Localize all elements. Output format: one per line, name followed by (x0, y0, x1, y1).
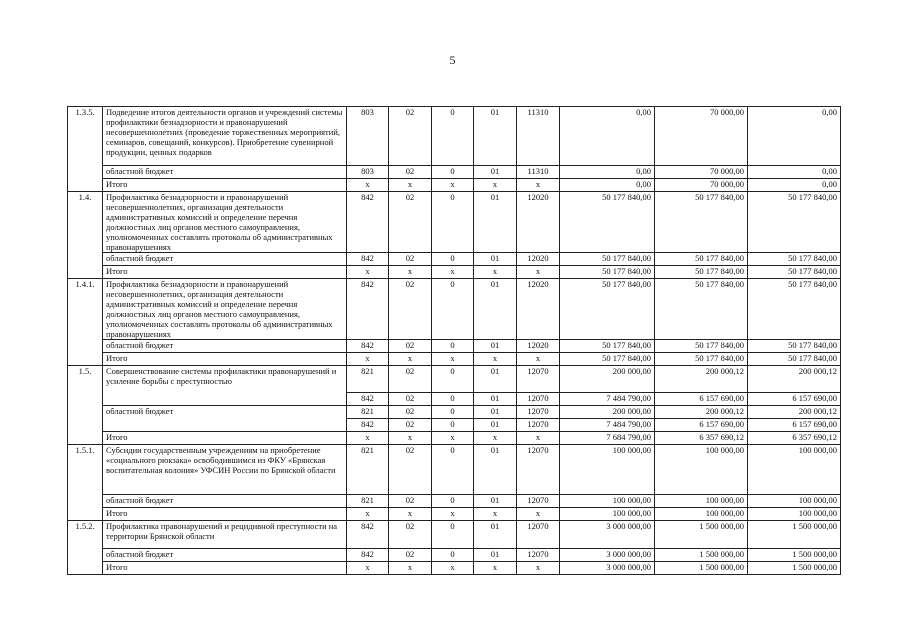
code-col-5: 11310 (517, 107, 560, 166)
amount-year-2: 50 177 840,00 (655, 266, 748, 279)
amount-year-2: 50 177 840,00 (655, 253, 748, 266)
code-col-4: х (474, 508, 517, 521)
code-col-4: 01 (474, 366, 517, 393)
amount-year-3: 6 157 690,00 (748, 393, 841, 406)
amount-year-1: 50 177 840,00 (560, 353, 655, 366)
table-row (68, 107, 841, 166)
code-col-4: 01 (474, 419, 517, 432)
code-col-4: х (474, 562, 517, 575)
amount-year-3: 50 177 840,00 (748, 353, 841, 366)
code-col-4: х (474, 266, 517, 279)
amount-year-1: 50 177 840,00 (560, 279, 655, 340)
amount-year-3: 100 000,00 (748, 508, 841, 521)
code-col-1: 842 (347, 393, 389, 406)
code-col-3: 0 (432, 445, 474, 495)
amount-year-1: 100 000,00 (560, 508, 655, 521)
amount-year-1: 50 177 840,00 (560, 192, 655, 253)
code-col-4: 01 (474, 166, 517, 179)
amount-year-3: 50 177 840,00 (748, 279, 841, 340)
code-col-1: х (347, 432, 389, 445)
item-code: 1.4.1. (68, 279, 103, 366)
code-col-5: х (517, 266, 560, 279)
amount-year-2: 1 500 000,00 (655, 562, 748, 575)
amount-year-3: 0,00 (748, 179, 841, 192)
amount-year-2: 1 500 000,00 (655, 521, 748, 549)
amount-year-3: 50 177 840,00 (748, 192, 841, 253)
code-col-5: 12070 (517, 406, 560, 419)
code-col-3: 0 (432, 521, 474, 549)
code-col-5: 12070 (517, 393, 560, 406)
table-row (68, 279, 841, 340)
code-col-5: 12070 (517, 366, 560, 393)
amount-year-1: 50 177 840,00 (560, 266, 655, 279)
code-col-4: 01 (474, 279, 517, 340)
code-col-2: 02 (389, 393, 432, 406)
item-code: 1.5.2. (68, 521, 103, 575)
code-col-1: х (347, 508, 389, 521)
amount-year-2: 6 157 690,00 (655, 419, 748, 432)
item-description: Совершенствование системы профилактики правонарушений и усиление борьбы с преступностью (103, 366, 347, 406)
code-col-3: 0 (432, 419, 474, 432)
amount-year-1: 200 000,00 (560, 406, 655, 419)
amount-year-3: 50 177 840,00 (748, 253, 841, 266)
code-col-1: 821 (347, 406, 389, 419)
code-col-3: 0 (432, 549, 474, 562)
code-col-3: 0 (432, 166, 474, 179)
page-number: 5 (449, 53, 456, 67)
budget-table (67, 106, 841, 575)
code-col-4: 01 (474, 340, 517, 353)
table-row (68, 340, 841, 353)
code-col-3: 0 (432, 340, 474, 353)
amount-year-2: 100 000,00 (655, 508, 748, 521)
code-col-1: 842 (347, 340, 389, 353)
budget-table-body (68, 107, 841, 575)
code-col-2: 02 (389, 253, 432, 266)
code-col-1: х (347, 353, 389, 366)
amount-year-3: 50 177 840,00 (748, 266, 841, 279)
code-col-3: х (432, 353, 474, 366)
item-description: Подведение итогов деятельности органов и учреждений системы профилактики безнадзорности и правонарушений несовершеннолетних (проведение торжественных мероприятий, семинаров, совещаний, конкурсов). Приобретение сувенирной продукции, ценных подарков (103, 107, 347, 166)
code-col-5: х (517, 353, 560, 366)
amount-year-3: 1 500 000,00 (748, 562, 841, 575)
item-code: 1.5.1. (68, 445, 103, 521)
code-col-1: 842 (347, 192, 389, 253)
table-row (68, 445, 841, 495)
code-col-5: х (517, 562, 560, 575)
amount-year-3: 0,00 (748, 107, 841, 166)
code-col-3: 0 (432, 107, 474, 166)
item-code: 1.4. (68, 192, 103, 279)
code-col-4: х (474, 179, 517, 192)
code-col-3: 0 (432, 192, 474, 253)
amount-year-2: 100 000,00 (655, 445, 748, 495)
code-col-4: 01 (474, 192, 517, 253)
code-col-4: 01 (474, 549, 517, 562)
table-row (68, 353, 841, 366)
amount-year-1: 3 000 000,00 (560, 521, 655, 549)
amount-year-1: 50 177 840,00 (560, 253, 655, 266)
code-col-2: х (389, 353, 432, 366)
item-code: 1.3.5. (68, 107, 103, 192)
table-row (68, 549, 841, 562)
amount-year-2: 50 177 840,00 (655, 340, 748, 353)
code-col-1: 842 (347, 549, 389, 562)
table-row (68, 192, 841, 253)
code-col-1: 821 (347, 445, 389, 495)
code-col-2: 02 (389, 521, 432, 549)
code-col-5: 12020 (517, 253, 560, 266)
code-col-2: 02 (389, 406, 432, 419)
funding-source: областной бюджет (103, 549, 347, 562)
code-col-2: 02 (389, 419, 432, 432)
code-col-5: 12070 (517, 549, 560, 562)
code-col-1: х (347, 562, 389, 575)
code-col-5: х (517, 179, 560, 192)
code-col-2: 02 (389, 107, 432, 166)
amount-year-3: 6 157 690,00 (748, 419, 841, 432)
amount-year-2: 70 000,00 (655, 179, 748, 192)
code-col-3: 0 (432, 279, 474, 340)
amount-year-3: 6 357 690,12 (748, 432, 841, 445)
code-col-1: 821 (347, 366, 389, 393)
total-label: Итого (103, 432, 347, 445)
code-col-5: 12020 (517, 340, 560, 353)
item-description: Субсидии государственным учреждениям на приобретение «социального рюкзака» освободившимся из ФКУ «Брянская воспитательная колония» УФСИН России по Брянской области (103, 445, 347, 495)
amount-year-1: 0,00 (560, 107, 655, 166)
code-col-2: х (389, 562, 432, 575)
code-col-2: х (389, 179, 432, 192)
table-row (68, 366, 841, 393)
table-row (68, 166, 841, 179)
item-description: Профилактика безнадзорности и правонарушений несовершеннолетних, организация деятельности административных комиссий и определение перечня должностных лиц органов местного самоуправления, уполномоченных составлять протоколы об административных правонарушениях (103, 279, 347, 340)
code-col-4: х (474, 432, 517, 445)
code-col-5: х (517, 432, 560, 445)
code-col-5: 12020 (517, 279, 560, 340)
amount-year-3: 50 177 840,00 (748, 340, 841, 353)
code-col-1: 842 (347, 279, 389, 340)
code-col-4: 01 (474, 521, 517, 549)
code-col-3: 0 (432, 406, 474, 419)
table-row (68, 495, 841, 508)
code-col-2: 02 (389, 192, 432, 253)
code-col-2: 02 (389, 340, 432, 353)
code-col-2: 02 (389, 366, 432, 393)
code-col-2: 02 (389, 166, 432, 179)
amount-year-3: 200 000,12 (748, 366, 841, 393)
code-col-2: 02 (389, 445, 432, 495)
amount-year-2: 6 357 690,12 (655, 432, 748, 445)
table-row (68, 266, 841, 279)
amount-year-1: 100 000,00 (560, 495, 655, 508)
code-col-3: 0 (432, 253, 474, 266)
code-col-1: 803 (347, 107, 389, 166)
amount-year-2: 200 000,12 (655, 406, 748, 419)
item-description: Профилактика правонарушений и рецидивной преступности на территории Брянской области (103, 521, 347, 549)
code-col-5: 12020 (517, 192, 560, 253)
code-col-1: 821 (347, 495, 389, 508)
code-col-2: 02 (389, 495, 432, 508)
code-col-3: 0 (432, 495, 474, 508)
total-label: Итого (103, 266, 347, 279)
amount-year-1: 100 000,00 (560, 445, 655, 495)
total-label: Итого (103, 562, 347, 575)
code-col-3: х (432, 266, 474, 279)
funding-source: областной бюджет (103, 166, 347, 179)
code-col-3: х (432, 179, 474, 192)
amount-year-2: 50 177 840,00 (655, 353, 748, 366)
table-row (68, 406, 841, 419)
code-col-1: 842 (347, 419, 389, 432)
code-col-3: 0 (432, 366, 474, 393)
code-col-4: 01 (474, 445, 517, 495)
code-col-4: х (474, 353, 517, 366)
code-col-3: х (432, 432, 474, 445)
code-col-2: х (389, 432, 432, 445)
amount-year-3: 200 000,12 (748, 406, 841, 419)
amount-year-1: 7 484 790,00 (560, 419, 655, 432)
amount-year-2: 50 177 840,00 (655, 192, 748, 253)
item-code: 1.5. (68, 366, 103, 445)
code-col-2: 02 (389, 549, 432, 562)
table-row (68, 179, 841, 192)
code-col-4: 01 (474, 393, 517, 406)
amount-year-3: 100 000,00 (748, 445, 841, 495)
code-col-2: х (389, 266, 432, 279)
amount-year-1: 7 484 790,00 (560, 393, 655, 406)
code-col-5: 12070 (517, 419, 560, 432)
amount-year-1: 7 684 790,00 (560, 432, 655, 445)
funding-source: областной бюджет (103, 253, 347, 266)
code-col-4: 01 (474, 495, 517, 508)
code-col-4: 01 (474, 107, 517, 166)
amount-year-3: 0,00 (748, 166, 841, 179)
amount-year-2: 200 000,12 (655, 366, 748, 393)
code-col-3: 0 (432, 393, 474, 406)
code-col-5: 12070 (517, 445, 560, 495)
amount-year-1: 200 000,00 (560, 366, 655, 393)
amount-year-3: 1 500 000,00 (748, 521, 841, 549)
code-col-1: х (347, 179, 389, 192)
amount-year-1: 3 000 000,00 (560, 549, 655, 562)
code-col-5: х (517, 508, 560, 521)
amount-year-3: 100 000,00 (748, 495, 841, 508)
item-description: Профилактика безнадзорности и правонарушений несовершеннолетних, организация деятельности административных комиссий и определение перечня должностных лиц органов местного самоуправления, уполномоченных составлять протоколы об административных правонарушениях (103, 192, 347, 253)
code-col-5: 12070 (517, 521, 560, 549)
total-label: Итого (103, 179, 347, 192)
funding-source: областной бюджет (103, 406, 347, 432)
funding-source: областной бюджет (103, 495, 347, 508)
code-col-1: 842 (347, 521, 389, 549)
code-col-1: 842 (347, 253, 389, 266)
amount-year-3: 1 500 000,00 (748, 549, 841, 562)
amount-year-2: 100 000,00 (655, 495, 748, 508)
code-col-1: 803 (347, 166, 389, 179)
amount-year-2: 70 000,00 (655, 107, 748, 166)
amount-year-2: 1 500 000,00 (655, 549, 748, 562)
code-col-3: х (432, 562, 474, 575)
total-label: Итого (103, 353, 347, 366)
amount-year-2: 6 157 690,00 (655, 393, 748, 406)
table-row (68, 432, 841, 445)
code-col-3: х (432, 508, 474, 521)
code-col-2: 02 (389, 279, 432, 340)
code-col-5: 12070 (517, 495, 560, 508)
table-row (68, 562, 841, 575)
amount-year-1: 0,00 (560, 166, 655, 179)
code-col-4: 01 (474, 253, 517, 266)
amount-year-1: 0,00 (560, 179, 655, 192)
amount-year-2: 50 177 840,00 (655, 279, 748, 340)
amount-year-2: 70 000,00 (655, 166, 748, 179)
total-label: Итого (103, 508, 347, 521)
code-col-1: х (347, 266, 389, 279)
amount-year-1: 3 000 000,00 (560, 562, 655, 575)
table-row (68, 253, 841, 266)
funding-source: областной бюджет (103, 340, 347, 353)
code-col-2: х (389, 508, 432, 521)
code-col-5: 11310 (517, 166, 560, 179)
table-row (68, 521, 841, 549)
table-row (68, 508, 841, 521)
amount-year-1: 50 177 840,00 (560, 340, 655, 353)
code-col-4: 01 (474, 406, 517, 419)
